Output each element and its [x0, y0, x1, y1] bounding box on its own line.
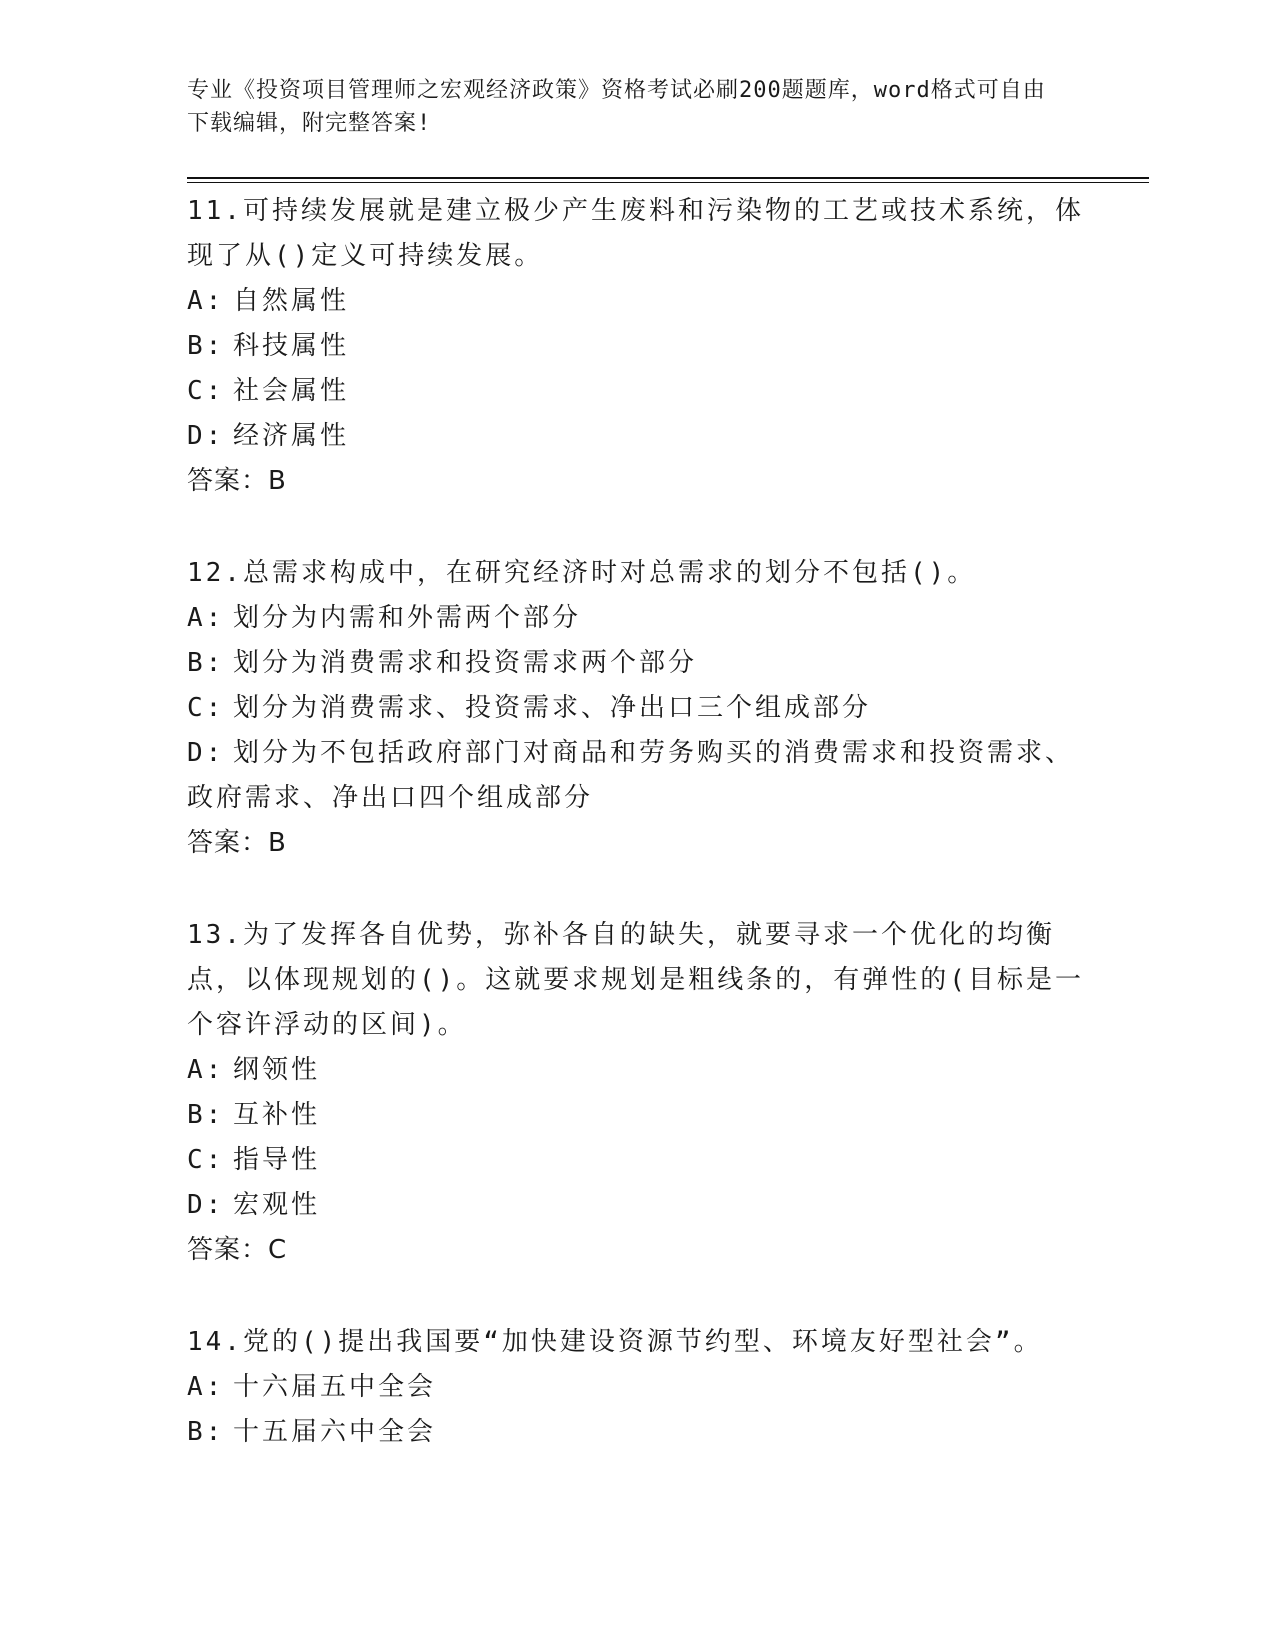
option-key: D: — [187, 738, 225, 768]
option-text: 纲领性 — [233, 1055, 321, 1085]
option-d — [187, 1183, 1087, 1228]
option-text: 划分为内需和外需两个部分 — [233, 603, 582, 633]
answer-line: 答案：C — [187, 1235, 288, 1265]
question-text: 14.党的()提出我国要“加快建设资源节约型、环境友好型社会”。 — [187, 1327, 1043, 1357]
option-d — [187, 731, 1087, 821]
option-text: 互补性 — [233, 1100, 321, 1130]
header-divider-thin — [187, 182, 1149, 183]
question-14 — [187, 1320, 1087, 1455]
answer-line: 答案：B — [187, 466, 287, 496]
question-13 — [187, 913, 1087, 1273]
option-a — [187, 1048, 1087, 1093]
option-key: D: — [187, 1190, 225, 1220]
option-key: B: — [187, 648, 225, 678]
question-text: 13.为了发挥各自优势，弥补各自的缺失，就要寻求一个优化的均衡点，以体现规划的()。这就要求规划是粗线条的，有弹性的(目标是一个容许浮动的区间)。 — [187, 920, 1084, 1040]
option-key: A: — [187, 1372, 225, 1402]
answer-line: 答案：B — [187, 828, 287, 858]
header-divider-thick — [187, 177, 1149, 179]
option-c — [187, 1138, 1087, 1183]
option-b — [187, 324, 1087, 369]
option-b — [187, 1093, 1087, 1138]
option-text: 自然属性 — [233, 286, 350, 316]
option-key: C: — [187, 376, 225, 406]
question-text: 11.可持续发展就是建立极少产生废料和污染物的工艺或技术系统，体现了从()定义可持续发展。 — [187, 196, 1084, 271]
document-header: 专业《投资项目管理师之宏观经济政策》资格考试必刷200题题库，word格式可自由下载编辑，附完整答案! — [187, 78, 1046, 136]
option-text: 宏观性 — [233, 1190, 321, 1220]
option-text: 十五届六中全会 — [233, 1417, 437, 1447]
option-c — [187, 686, 1087, 731]
option-text: 十六届五中全会 — [233, 1372, 437, 1402]
option-a — [187, 596, 1087, 641]
option-text: 科技属性 — [233, 331, 350, 361]
option-key: D: — [187, 421, 225, 451]
option-b — [187, 1410, 1087, 1455]
option-b — [187, 641, 1087, 686]
option-text: 经济属性 — [233, 421, 350, 451]
option-key: C: — [187, 693, 225, 723]
option-text: 划分为消费需求和投资需求两个部分 — [233, 648, 698, 678]
option-key: A: — [187, 286, 225, 316]
option-d — [187, 414, 1087, 459]
option-text: 社会属性 — [233, 376, 350, 406]
option-a — [187, 1365, 1087, 1410]
option-key: B: — [187, 1417, 225, 1447]
option-key: C: — [187, 1145, 225, 1175]
option-key: B: — [187, 1100, 225, 1130]
option-c — [187, 369, 1087, 414]
option-key: A: — [187, 1055, 225, 1085]
option-text: 划分为消费需求、投资需求、净出口三个组成部分 — [233, 693, 872, 723]
question-11 — [187, 189, 1087, 504]
option-key: B: — [187, 331, 225, 361]
question-list — [187, 189, 1087, 1502]
option-text: 指导性 — [233, 1145, 321, 1175]
question-text: 12.总需求构成中，在研究经济时对总需求的划分不包括()。 — [187, 558, 977, 588]
option-text: 划分为不包括政府部门对商品和劳务购买的消费需求和投资需求、政府需求、净出口四个组成部分 — [187, 738, 1075, 813]
question-12 — [187, 551, 1087, 866]
option-a — [187, 279, 1087, 324]
option-key: A: — [187, 603, 225, 633]
